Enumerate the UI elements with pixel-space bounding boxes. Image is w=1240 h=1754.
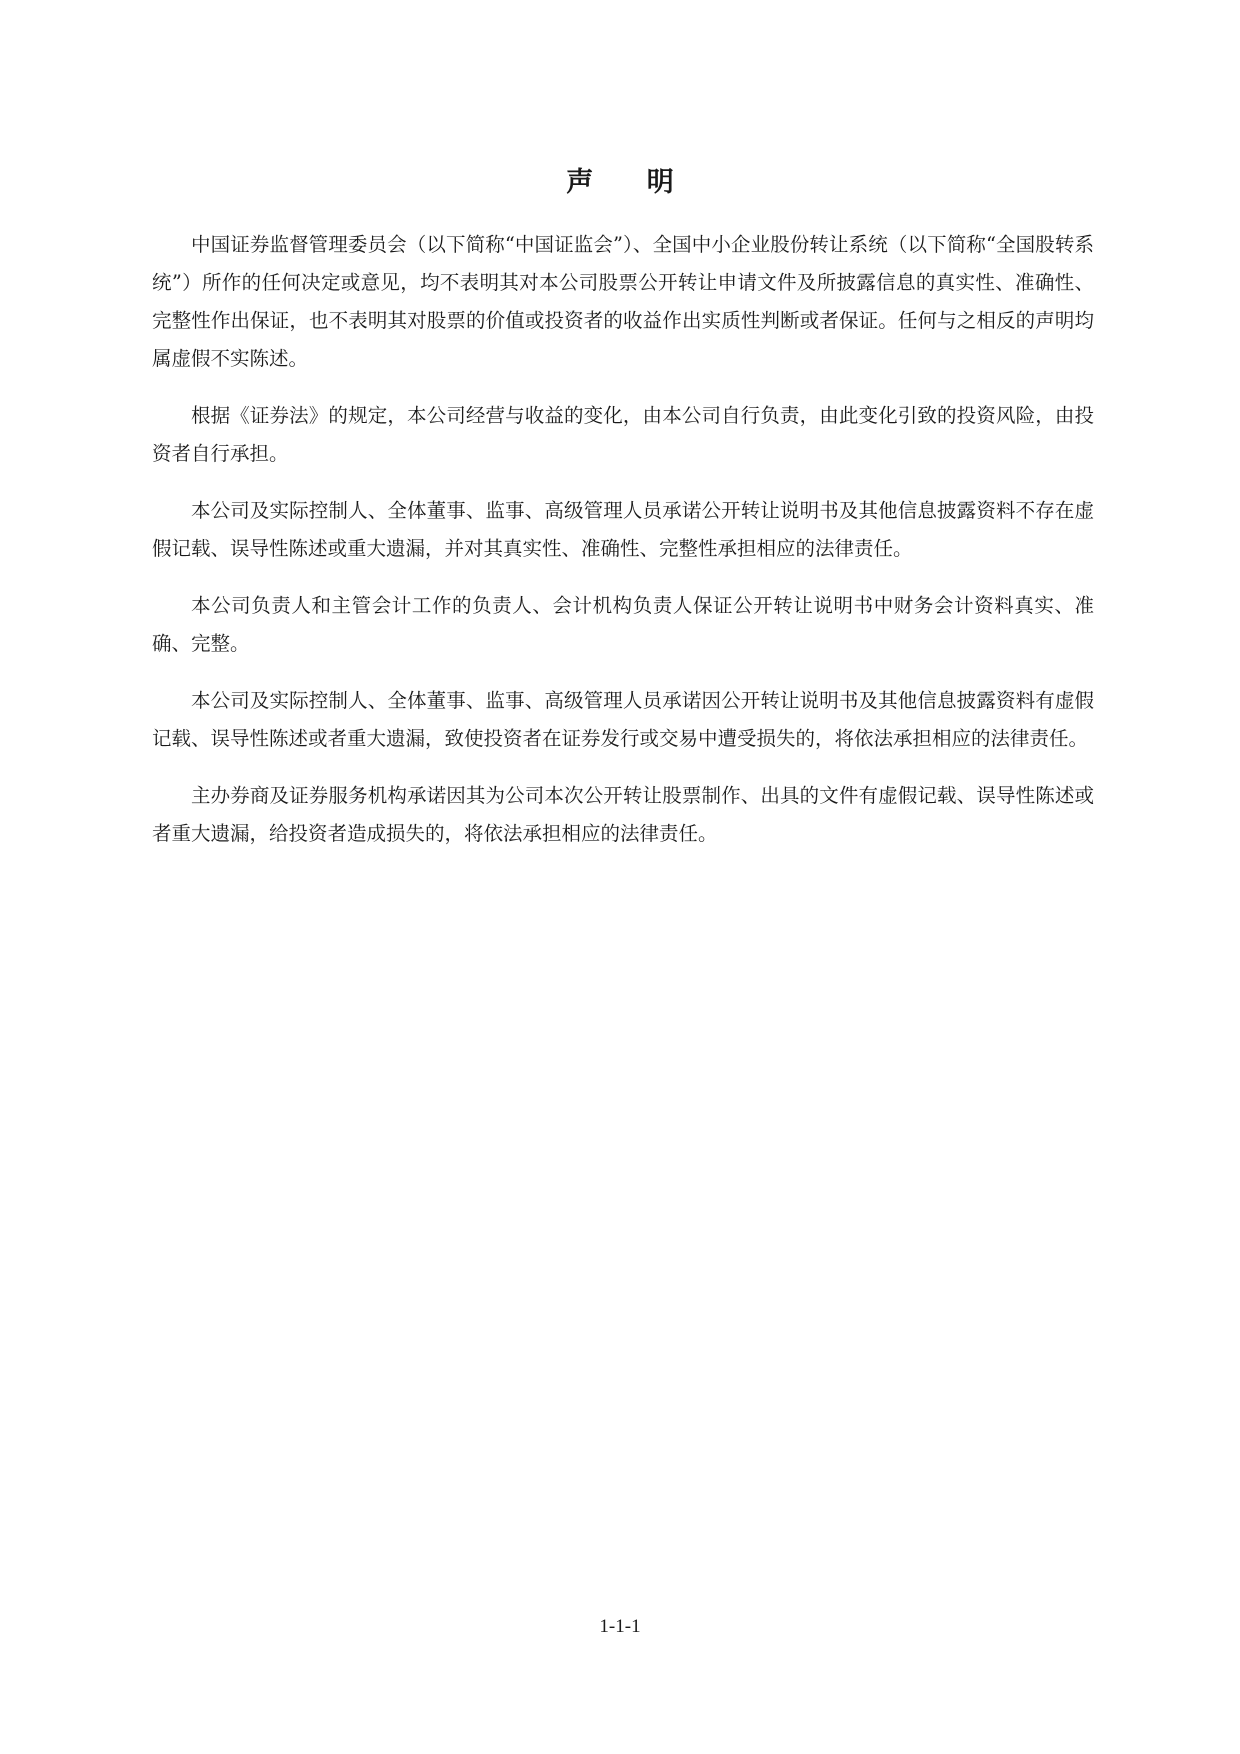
paragraph-liability-commitment: 本公司及实际控制人、全体董事、监事、高级管理人员承诺因公开转让说明书及其他信息披露资料有虚假记载、误导性陈述或者重大遗漏，致使投资者在证券发行或交易中遭受损失的，将依法承担相应的法律责任。	[152, 689, 1094, 750]
page-number: 1-1-1	[599, 1616, 641, 1637]
statement-body	[152, 226, 1094, 872]
paragraph-regulator-disclaimer: 中国证券监督管理委员会（以下简称“中国证监会”）、全国中小企业股份转让系统（以下简称“全国股转系统”）所作的任何决定或意见，均不表明其对本公司股票公开转让申请文件及所披露信息的真实性、准确性、完整性作出保证，也不表明其对股票的价值或投资者的收益作出实质性判断或者保证。任何与之相反的声明均属虚假不实陈述。	[152, 233, 1094, 370]
paragraph-disclosure-commitment: 本公司及实际控制人、全体董事、监事、高级管理人员承诺公开转让说明书及其他信息披露资料不存在虚假记载、误导性陈述或重大遗漏，并对其真实性、准确性、完整性承担相应的法律责任。	[152, 499, 1094, 560]
paragraph-investment-risk: 根据《证券法》的规定，本公司经营与收益的变化，由本公司自行负责，由此变化引致的投资风险，由投资者自行承担。	[152, 404, 1094, 465]
paragraph-financial-guarantee: 本公司负责人和主管会计工作的负责人、会计机构负责人保证公开转让说明书中财务会计资料真实、准确、完整。	[152, 594, 1094, 655]
paragraph-broker-commitment: 主办券商及证券服务机构承诺因其为公司本次公开转让股票制作、出具的文件有虚假记载、误导性陈述或者重大遗漏，给投资者造成损失的，将依法承担相应的法律责任。	[152, 784, 1094, 845]
page-title: 声 明	[566, 167, 696, 198]
